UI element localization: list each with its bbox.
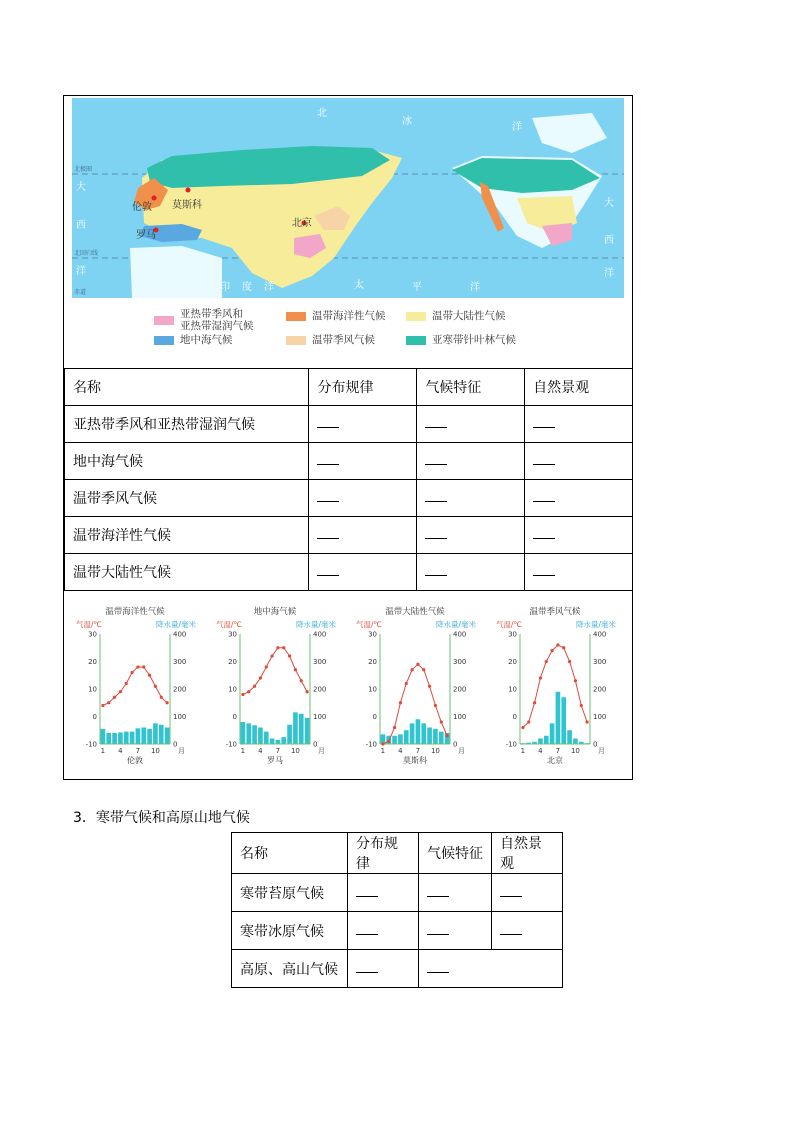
indian-ocean-1: 印 [220,282,230,293]
temp-point [521,726,524,729]
temp-tick: 10 [228,685,237,694]
temp-point [445,734,448,737]
chart-city: 莫斯科 [403,756,427,765]
month-tick: 1 [380,747,386,755]
precip-bar [252,725,257,744]
climate-chart-moscow [352,598,492,780]
answer-blank[interactable] [317,417,339,428]
temp-point [585,720,588,723]
temp-tick: 20 [88,658,97,666]
temp-point [580,704,583,707]
temp-point [125,682,128,685]
temp-tick: 30 [228,630,237,639]
precip-tick: 200 [313,685,327,694]
precip-tick: 300 [173,658,187,666]
precip-bar [118,732,123,744]
chart-title: 温带大陆性气候 [385,607,445,617]
answer-blank[interactable] [356,924,378,935]
indian-ocean-2: 度 [242,282,252,293]
chart-title: 温带海洋性气候 [105,607,165,617]
precip-bar [556,692,561,744]
equator-label: 赤道 [74,289,87,296]
city-beijing: 北京 [292,218,312,229]
precip-axis-label: 降水量/毫米 [295,620,336,629]
answer-blank[interactable] [427,924,449,935]
month-tick: 7 [135,747,141,755]
table-row [232,950,563,988]
temp-point [136,665,139,668]
row-name: 温带季风气候 [65,480,309,517]
atlantic-left-3: 洋 [76,266,86,277]
precip-bar [241,722,246,744]
precip-bar [147,729,152,744]
temp-axis-label: 气温/℃ [496,620,522,629]
answer-blank[interactable] [317,491,339,502]
temp-point [550,649,553,652]
precip-bar [550,723,555,744]
month-tick: 10 [290,747,300,755]
answer-blank[interactable] [425,528,447,539]
precip-bar [136,728,141,744]
temp-axis-label: 气温/℃ [356,620,382,629]
answer-blank[interactable] [425,491,447,502]
precip-tick: 400 [313,630,327,639]
precip-bar [153,723,158,744]
precip-tick: 200 [173,685,187,694]
month-tick: 1 [520,747,526,755]
temp-point [410,668,413,671]
precip-bar [112,733,117,744]
precip-bar [246,723,251,744]
temp-point [241,693,244,696]
temp-point [405,682,408,685]
chart-title: 温带季风气候 [529,607,581,617]
precip-bar [130,732,135,744]
month-unit: 月 [598,747,605,755]
precip-bar [165,728,170,745]
temp-point [165,701,168,704]
temp-point [160,696,163,699]
tropic-label: 北回归线 [74,250,99,257]
temp-tick: 20 [368,658,377,666]
legend-swatch-mediterranean [154,336,174,345]
answer-blank[interactable] [425,417,447,428]
row-name: 寒带苔原气候 [232,874,348,912]
precip-tick: 100 [453,713,467,721]
temp-point [148,674,151,677]
answer-blank[interactable] [356,962,378,973]
precip-bar [124,732,129,744]
precip-axis-label: 降水量/毫米 [435,620,476,629]
temp-point [276,646,279,649]
precip-bar [421,723,426,744]
answer-blank[interactable] [500,886,522,897]
climate-chart-svg [352,598,492,780]
answer-blank[interactable] [427,886,449,897]
precip-axis-label: 降水量/毫米 [575,620,616,629]
precip-bar [106,733,111,744]
month-unit: 月 [178,747,185,755]
row-name: 地中海气候 [65,443,309,480]
temp-tick: -10 [365,740,377,749]
temp-point [288,654,291,657]
legend-swatch-subtropical [154,316,174,325]
answer-blank[interactable] [500,924,522,935]
precip-tick: 200 [593,685,607,694]
temp-tick: 0 [92,713,97,721]
temp-point [399,701,402,704]
climate-chart-rome [212,598,352,780]
north-ocean-label-1: 北 [317,108,327,119]
precip-tick: 300 [453,658,467,666]
precip-bar [392,736,397,744]
temp-point [113,696,116,699]
north-ocean-label-2: 冰 [402,116,412,127]
cold-climate-table [231,832,563,988]
temp-tick: 30 [88,630,97,639]
pacific-1: 太 [354,280,364,291]
temp-point [282,646,285,649]
answer-blank[interactable] [427,962,449,973]
temp-point [294,668,297,671]
precip-bar [281,737,286,744]
legend-swatch-temperate-monsoon [286,336,306,345]
temp-point [300,679,303,682]
climate-charts [64,598,632,780]
climate-chart-svg [72,598,212,780]
temp-point [259,676,262,679]
header-features: 气候特征 [419,833,492,874]
header-distribution: 分布规律 [348,833,419,874]
month-unit: 月 [458,747,465,755]
precip-tick: 100 [173,713,187,721]
pacific-2: 平 [412,282,422,293]
header-landscape: 自然景观 [492,833,563,874]
answer-blank[interactable] [533,565,555,576]
table-header-row [65,369,633,406]
temp-point [568,660,571,663]
climate-chart-beijing [492,598,632,780]
month-tick: 4 [398,747,403,755]
atlantic-right-2: 西 [604,235,614,246]
north-ocean-label-3: 洋 [512,122,522,133]
precip-bar [538,739,543,745]
temp-point [562,646,565,649]
temp-axis-label: 气温/℃ [76,620,102,629]
header-landscape: 自然景观 [525,369,633,406]
climate-map [72,98,624,298]
temp-point [270,654,273,657]
legend-item-subarctic: 亚寒带针叶林气候 [406,334,516,346]
temp-tick: 20 [508,658,517,666]
legend-item-temperate-monsoon: 温带季风气候 [286,334,375,346]
header-name: 名称 [65,369,309,406]
pacific-3: 洋 [470,282,480,293]
temp-point [387,740,390,743]
precip-bar [567,730,572,744]
temp-axis-label: 气温/℃ [216,620,242,629]
temp-point [428,685,431,688]
temp-point [101,704,104,707]
precip-bar [573,739,578,745]
chart-city: 罗马 [267,756,283,765]
precip-axis-label: 降水量/毫米 [155,620,196,629]
atlantic-right-3: 洋 [604,268,614,279]
climate-table [64,368,633,591]
answer-blank[interactable] [425,565,447,576]
city-rome: 罗马 [136,230,156,241]
legend-item-subtropical: 亚热带季风和 亚热带湿润气候 [154,308,254,332]
temp-point [556,643,559,646]
precip-tick: 400 [173,630,187,639]
temp-point [154,685,157,688]
table-row [65,554,633,591]
precip-bar [258,728,263,745]
precip-bar [264,732,269,744]
table-row [232,912,563,950]
climate-frame [63,95,633,780]
precip-bar [270,739,275,745]
row-name: 温带海洋性气候 [65,517,309,554]
month-tick: 10 [570,747,580,755]
month-tick: 4 [258,747,263,755]
precip-tick: 0 [453,740,458,749]
header-features: 气候特征 [417,369,525,406]
temp-tick: -10 [505,740,517,749]
climate-chart-svg [492,598,632,780]
temp-point [107,701,110,704]
precip-tick: 100 [593,713,607,721]
month-tick: 1 [100,747,106,755]
month-tick: 1 [240,747,246,755]
precip-bar [398,734,403,744]
chart-city: 伦敦 [127,756,143,765]
arctic-circle-label: 北极圈 [74,166,93,173]
month-tick: 7 [555,747,561,755]
temp-point [527,720,530,723]
temp-tick: 30 [368,630,377,639]
precip-bar [305,718,310,744]
precip-bar [293,712,298,744]
table-row [65,406,633,443]
table-row [65,443,633,480]
temp-line [103,667,167,706]
answer-blank[interactable] [533,491,555,502]
city-moscow: 莫斯科 [172,200,202,211]
atlantic-left-1: 大 [76,182,86,193]
indian-ocean-3: 洋 [264,282,274,293]
city-london: 伦敦 [132,202,152,213]
table-row [65,480,633,517]
legend-item-mediterranean: 地中海气候 [154,334,233,346]
temp-point [533,701,536,704]
precip-bar [299,714,304,744]
answer-blank[interactable] [533,528,555,539]
temp-point [545,660,548,663]
climate-chart-svg [212,598,352,780]
answer-blank[interactable] [317,528,339,539]
precip-tick: 100 [313,713,327,721]
table-header-row [232,833,563,874]
temp-point [305,690,308,693]
temp-tick: 0 [232,713,237,721]
temp-point [381,742,384,745]
answer-blank[interactable] [317,454,339,465]
temp-point [265,665,268,668]
temp-point [574,679,577,682]
precip-bar [287,725,292,744]
temp-tick: -10 [85,740,97,749]
row-name: 高原、高山气候 [232,950,348,988]
temp-tick: 0 [512,713,517,721]
temp-line [523,645,587,728]
month-tick: 7 [275,747,281,755]
precip-bar [416,719,421,744]
temp-tick: 10 [88,685,97,694]
precip-tick: 300 [313,658,327,666]
answer-blank[interactable] [533,454,555,465]
temp-point [393,726,396,729]
atlantic-left-2: 西 [76,220,86,231]
temp-point [130,671,133,674]
precip-bar [159,725,164,744]
month-tick: 10 [430,747,440,755]
precip-bar [276,740,281,744]
precip-tick: 0 [313,740,318,749]
temp-tick: 30 [508,630,517,639]
temp-tick: 20 [228,658,237,666]
chart-title: 地中海气候 [253,607,297,617]
legend-swatch-temperate-continental [406,312,426,321]
month-tick: 7 [415,747,421,755]
temp-point [253,685,256,688]
temp-point [422,668,425,671]
temp-tick: 0 [372,713,377,721]
row-name: 温带大陆性气候 [65,554,309,591]
temp-point [416,663,419,666]
temp-point [434,704,437,707]
precip-bar [561,697,566,744]
temp-tick: -10 [225,740,237,749]
row-name: 寒带冰原气候 [232,912,348,950]
header-name: 名称 [232,833,348,874]
precip-bar [101,729,106,744]
month-tick: 4 [118,747,123,755]
temp-point [119,690,122,693]
precip-bar [433,729,438,744]
temp-point [142,665,145,668]
atlantic-right-1: 大 [604,198,614,209]
table-row [65,517,633,554]
precip-bar [410,723,415,744]
temp-line [243,648,307,695]
temp-tick: 10 [508,685,517,694]
month-unit: 月 [318,747,325,755]
answer-blank[interactable] [425,454,447,465]
temp-point [440,720,443,723]
legend-item-temperate-continental: 温带大陆性气候 [406,310,506,322]
table-row [232,874,563,912]
answer-blank[interactable] [356,886,378,897]
legend-swatch-temperate-oceanic [286,312,306,321]
section-heading: 3．寒带气候和高原山地气候 [73,810,250,826]
temp-tick: 10 [368,685,377,694]
precip-tick: 300 [593,658,607,666]
climate-chart-london [72,598,212,780]
answer-blank[interactable] [533,417,555,428]
chart-city: 北京 [547,756,563,765]
precip-tick: 400 [593,630,607,639]
header-distribution: 分布规律 [309,369,417,406]
legend-item-temperate-oceanic: 温带海洋性气候 [286,310,386,322]
map-area [64,96,632,368]
precip-tick: 200 [453,685,467,694]
month-tick: 10 [150,747,160,755]
precip-bar [141,728,146,745]
precip-bar [439,732,444,744]
map-legend [64,304,632,364]
temp-point [247,690,250,693]
precip-tick: 0 [593,740,598,749]
answer-blank[interactable] [317,565,339,576]
precip-bar [544,736,549,744]
precip-bar [427,728,432,745]
precip-tick: 400 [453,630,467,639]
precip-bar [404,730,409,744]
precip-tick: 0 [173,740,178,749]
temp-point [539,676,542,679]
row-name: 亚热带季风和亚热带湿润气候 [65,406,309,443]
month-tick: 4 [538,747,543,755]
legend-swatch-subarctic [406,336,426,345]
